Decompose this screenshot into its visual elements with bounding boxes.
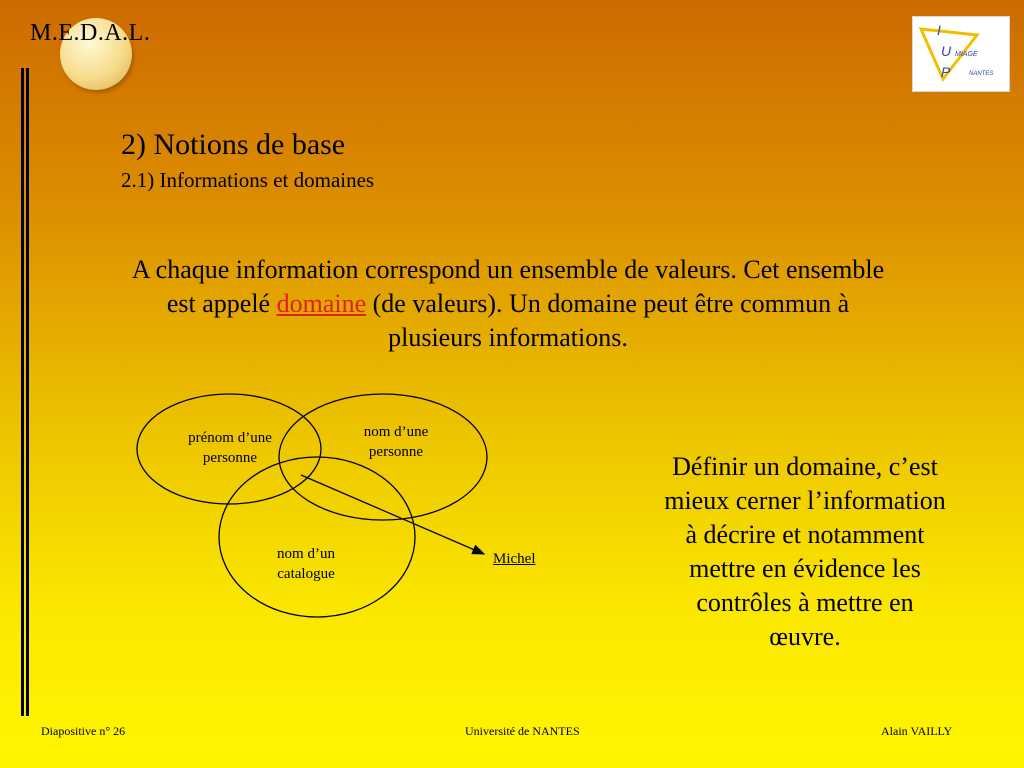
intro-text-part1: A chaque information correspond un ensemble de valeurs. Cet ensemble est appelé — [131, 255, 885, 318]
section-subheading: 2.1) Informations et domaines — [121, 168, 375, 192]
label-prenom-personne: prénom d’une personne — [188, 430, 272, 466]
intro-paragraph — [120, 253, 896, 355]
logo-letter-u: U — [941, 43, 952, 59]
left-vertical-bar — [21, 68, 24, 716]
logo-word-miage: MIAGE — [955, 51, 978, 58]
example-value-michel: Michel — [493, 551, 536, 567]
presentation-title: M.E.D.A.L. — [30, 20, 151, 46]
intro-text-part2: (de valeurs). Un domaine peut être commun à plusieurs informations. — [366, 289, 850, 352]
logo-word-nantes: NANTES — [969, 71, 994, 77]
footer-author: Alain VAILLY — [881, 724, 953, 738]
side-note: Définir un domaine, c’est mieux cerner l’information à décrire et notamment mettre en évidence les contrôles à mettre en œuvre. — [664, 452, 946, 651]
domaine-highlight: domaine — [276, 289, 367, 318]
footer-slide-number: Diapositive n° 26 — [41, 724, 126, 738]
label-nom-personne: nom d’une personne — [363, 424, 429, 460]
label-nom-catalogue: nom d’un catalogue — [277, 546, 335, 582]
logo-letter-p: P — [941, 64, 951, 80]
section-heading: 2) Notions de base — [121, 128, 346, 161]
left-vertical-bar-inner — [26, 68, 29, 716]
catalogue-domain-ellipse — [219, 457, 415, 617]
venn-diagram — [120, 380, 560, 630]
footer-institution: Université de NANTES — [465, 724, 580, 738]
logo-letter-i: I — [937, 22, 941, 38]
iup-miage-logo — [912, 16, 1010, 92]
